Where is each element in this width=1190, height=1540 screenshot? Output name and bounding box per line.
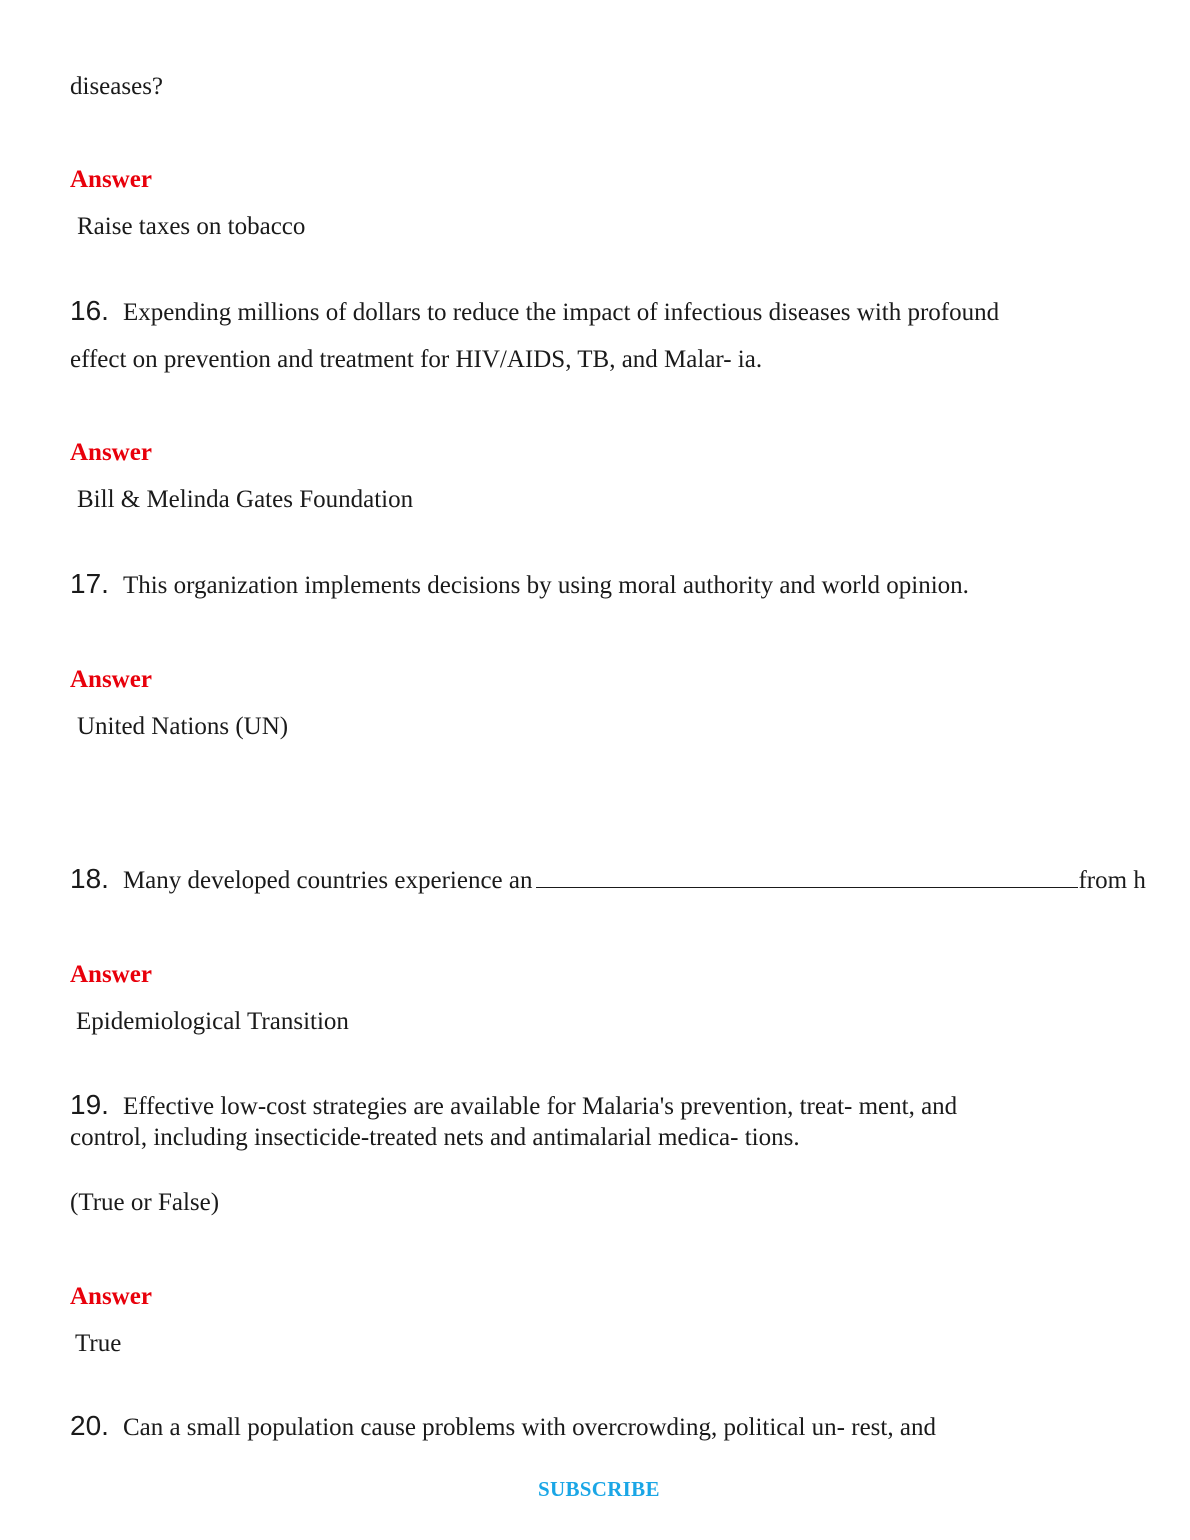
answer-label-16: Answer (70, 439, 152, 466)
answer-16: Bill & Melinda Gates Foundation (77, 486, 414, 513)
answer-label-15: Answer (70, 166, 152, 193)
question-17 (70, 569, 969, 601)
question-20-line1: Can a small population cause problems with overcrowding, political un- rest, and (122, 1414, 936, 1441)
answer-label-18: Answer (70, 961, 152, 988)
answer-19: True (75, 1330, 122, 1357)
question-number: 17. (70, 568, 109, 599)
answer-18: Epidemiological Transition (76, 1008, 349, 1035)
question-18 (70, 864, 1190, 896)
question-19-line1: Effective low-cost strategies are available for Malaria's prevention, treat- ment, and (122, 1093, 958, 1120)
fill-in-blank (536, 865, 1078, 888)
question-15-tail: diseases? (70, 73, 164, 100)
question-17-line1: This organization implements decisions by using moral authority and world opinion. (122, 572, 969, 599)
question-number: 19. (70, 1089, 109, 1120)
question-19-line2: control, including insecticide-treated nets and antimalarial medica- tions. (70, 1124, 800, 1151)
question-20 (70, 1411, 936, 1443)
answer-17: United Nations (UN) (77, 713, 289, 740)
question-number: 20. (70, 1410, 109, 1441)
answer-label-19: Answer (70, 1283, 152, 1310)
subscribe-link[interactable]: SUBSCRIBE (538, 1477, 660, 1501)
question-18-after: from h (1078, 867, 1146, 894)
question-16 (70, 296, 999, 328)
question-18-before: Many developed countries experience an (122, 867, 533, 894)
question-16-line1: Expending millions of dollars to reduce the impact of infectious diseases with profound (122, 299, 1000, 326)
question-19-line3: (True or False) (70, 1189, 220, 1216)
question-16-line2: effect on prevention and treatment for HIV/AIDS, TB, and Malar- ia. (70, 346, 763, 373)
question-number: 16. (70, 295, 109, 326)
question-19 (70, 1090, 957, 1122)
answer-label-17: Answer (70, 666, 152, 693)
answer-15: Raise taxes on tobacco (77, 213, 306, 240)
question-number: 18. (70, 864, 109, 894)
